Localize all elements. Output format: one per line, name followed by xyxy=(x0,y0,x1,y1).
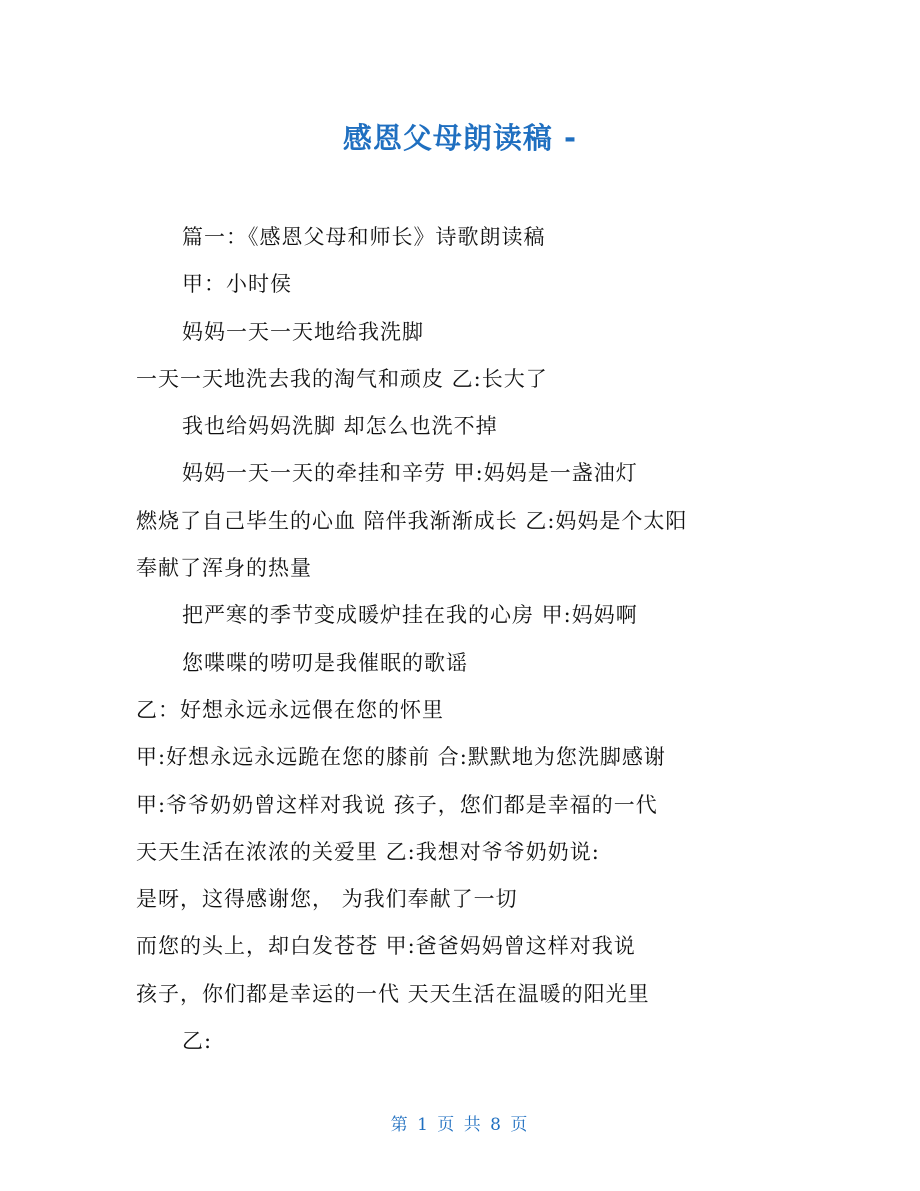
text-line: 妈妈一天一天的牵挂和辛劳 甲:妈妈是一盏油灯 xyxy=(182,461,638,486)
text-line: 甲:爷爷奶奶曾这样对我说 孩子，您们都是幸福的一代 xyxy=(136,792,658,817)
text-line: 甲:好想永远永远跪在您的膝前 合:默默地为您洗脚感谢 xyxy=(136,745,666,770)
text-line: 您喋喋的唠叨是我催眠的歌谣 xyxy=(182,650,468,675)
text-line: 天天生活在浓浓的关爱里 乙:我想对爷爷奶奶说: xyxy=(136,839,600,864)
document-title: 感恩父母朗读稿 - xyxy=(342,121,578,155)
text-line: 一天一天地洗去我的淘气和顽皮 乙:长大了 xyxy=(136,366,548,391)
text-line: 燃烧了自己毕生的心血 陪伴我渐渐成长 乙:妈妈是个太阳 xyxy=(136,508,688,533)
text-line: 篇一：《感恩父母和师长》诗歌朗读稿 xyxy=(182,225,546,249)
text-line: 孩子，你们都是幸运的一代 天天生活在温暖的阳光里 xyxy=(136,981,650,1006)
text-line: 而您的头上，却白发苍苍 甲:爸爸妈妈曾这样对我说 xyxy=(136,934,636,959)
text-line: 把严寒的季节变成暖炉挂在我的心房 甲:妈妈啊 xyxy=(182,603,638,628)
text-line: 乙：好想永远永远偎在您的怀里 xyxy=(136,697,444,722)
text-line: 我也给妈妈洗脚 却怎么也洗不掉 xyxy=(182,414,498,439)
text-line: 是呀，这得感谢您， 为我们奉献了一切 xyxy=(136,887,518,912)
text-line: 妈妈一天一天地给我洗脚 xyxy=(182,319,424,344)
text-line: 乙: xyxy=(182,1029,213,1054)
document-body xyxy=(136,214,776,1065)
text-line: 奉献了浑身的热量 xyxy=(136,556,312,581)
text-line: 甲：小时侯 xyxy=(182,272,292,297)
page-footer: 第 1 页 共 8 页 xyxy=(390,1115,530,1135)
